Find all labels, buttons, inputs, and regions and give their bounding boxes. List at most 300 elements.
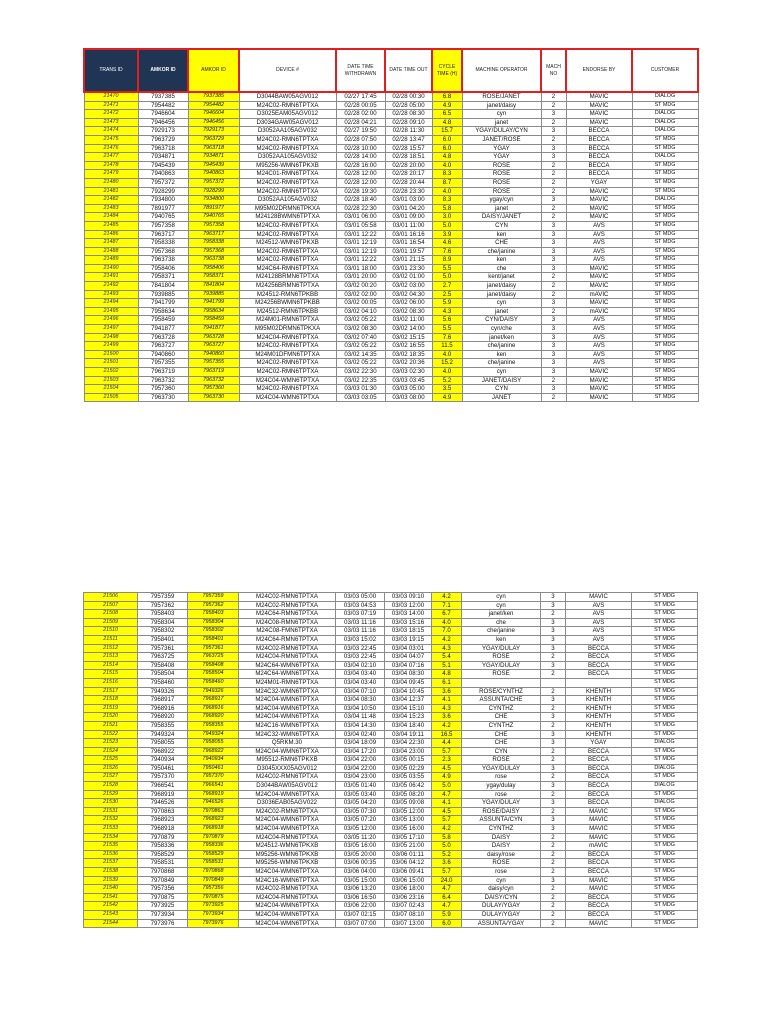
cell-date-out: 03/04 12:37 <box>385 696 432 705</box>
cell-amkor-id-2: 7963727 <box>188 342 239 351</box>
cell-cycle-time: 3.5 <box>432 385 462 394</box>
cell-amkor-id-2: 7946456 <box>188 118 239 127</box>
cell-device: M24C02-RMN6TPTXA <box>239 385 336 394</box>
cell-trans-id: 21527 <box>84 773 138 782</box>
cell-endorse-by: mAVIC <box>566 307 632 316</box>
header-amkor-id: AMKOR ID <box>138 49 188 92</box>
cell-device: M95M02DRMN6TPKXA <box>239 325 336 334</box>
cell-date-withdrawn: 03/03 22:45 <box>336 644 385 653</box>
cell-cycle-time: 15.7 <box>432 127 462 136</box>
cell-date-out: 03/02 18:35 <box>385 350 432 359</box>
cell-trans-id: 21489 <box>84 256 138 265</box>
cell-date-withdrawn: 03/05 16:00 <box>336 842 385 851</box>
cell-device: M24128BWMN6TPTXA <box>239 213 336 222</box>
cell-date-withdrawn: 03/01 18:00 <box>336 264 385 273</box>
cell-mach-no: 2 <box>541 721 566 730</box>
table-row <box>84 368 698 377</box>
cell-machine-operator: DULAY/YGAY <box>462 910 541 919</box>
cell-trans-id: 21518 <box>84 696 138 705</box>
table-row <box>84 92 698 101</box>
cell-date-withdrawn: 03/03 11:16 <box>336 627 385 636</box>
table-row <box>84 376 698 385</box>
cell-device: M24128BRMN6TPTXA <box>239 273 336 282</box>
table-row <box>84 842 698 851</box>
cell-date-out: 03/04 15:23 <box>385 713 432 722</box>
cell-amkor-id-2: 7958531 <box>188 859 239 868</box>
cell-amkor-id: 7940860 <box>138 350 188 359</box>
cell-machine-operator: CYNTHZ <box>462 825 541 834</box>
cell-endorse-by: MAVIC <box>566 816 632 825</box>
cell-customer: ST MDG <box>632 635 698 644</box>
cell-device: M24C32-WMN6TPTXA <box>239 687 336 696</box>
cell-endorse-by: KHENTH <box>566 687 632 696</box>
cell-cycle-time: 6.1 <box>432 678 462 687</box>
cell-amkor-id-2: 7966541 <box>188 782 239 791</box>
cell-cycle-time: 5.9 <box>432 910 462 919</box>
cell-machine-operator: YGAY/DULAY <box>462 799 541 808</box>
cell-trans-id: 21484 <box>84 213 138 222</box>
cell-machine-operator: cyn/che <box>462 325 541 334</box>
cell-trans-id: 21507 <box>84 601 138 610</box>
cell-device: M24512-RMN6TPKBB <box>239 307 336 316</box>
cell-date-out: 03/02 11:00 <box>385 316 432 325</box>
cell-machine-operator: YGAY/DULAY <box>462 644 541 653</box>
cell-endorse-by: KHENTH <box>566 696 632 705</box>
cell-machine-operator: ROSE <box>462 670 541 679</box>
cell-device: M24C02-RMN6TPTXA <box>239 221 336 230</box>
cell-customer: ST MDG <box>632 678 698 687</box>
cell-endorse-by: BECCA <box>566 859 632 868</box>
cell-amkor-id: 7940934 <box>138 756 188 765</box>
cell-trans-id: 21508 <box>84 610 138 619</box>
cell-machine-operator: janet/daisy <box>462 290 541 299</box>
cell-date-out: 03/03 12:00 <box>385 601 432 610</box>
table-row <box>84 910 698 919</box>
cell-amkor-id: 7963727 <box>138 342 188 351</box>
table-row <box>84 747 698 756</box>
cell-endorse-by: mAVIC <box>566 842 632 851</box>
cell-date-out: 03/05 06:42 <box>385 782 432 791</box>
cell-date-withdrawn: 02/28 00:05 <box>336 101 385 110</box>
cell-cycle-time: 4.0 <box>432 618 462 627</box>
cell-date-withdrawn: 03/06 04:00 <box>336 868 385 877</box>
cell-trans-id: 21537 <box>84 859 138 868</box>
cell-device: D3034GAW05AGV012 <box>239 118 336 127</box>
cell-customer: ST MDG <box>632 825 698 834</box>
cell-mach-no: 2 <box>541 756 566 765</box>
cell-customer: DIALOG <box>632 118 698 127</box>
cell-endorse-by: mAVIC <box>566 290 632 299</box>
cell-amkor-id: 7958401 <box>138 635 188 644</box>
cell-date-withdrawn: 03/05 11:20 <box>336 833 385 842</box>
cell-amkor-id-2: 7968922 <box>188 747 239 756</box>
cell-date-withdrawn: 03/06 16:50 <box>336 893 385 902</box>
cell-date-out: 03/01 09:00 <box>385 213 432 222</box>
cell-cycle-time: 3.6 <box>432 859 462 868</box>
cell-mach-no: 3 <box>541 644 566 653</box>
cell-amkor-id-2: 7957360 <box>188 385 239 394</box>
table-row <box>84 687 698 696</box>
cell-device: M24C02-RMN6TPTXA <box>239 187 336 196</box>
cell-mach-no: 3 <box>541 342 566 351</box>
cell-trans-id: 21529 <box>84 790 138 799</box>
cell-machine-operator: ROSE <box>462 161 541 170</box>
header-mach-no: MACH NO <box>541 49 566 92</box>
cell-amkor-id: 7963738 <box>138 256 188 265</box>
cell-device: M24C02-RMN6TPTXA <box>239 135 336 144</box>
cell-date-out: 03/05 03:55 <box>385 773 432 782</box>
cell-trans-id: 21510 <box>84 627 138 636</box>
cell-machine-operator: DAISY/CYN <box>462 893 541 902</box>
cell-mach-no: 3 <box>541 325 566 334</box>
header-cycle-time: CYCLE TIME (H) <box>432 49 462 92</box>
cell-amkor-id: 7941877 <box>138 325 188 334</box>
cell-machine-operator: cyn <box>462 299 541 308</box>
cell-trans-id: 21525 <box>84 756 138 765</box>
cell-endorse-by: YGAY <box>566 739 632 748</box>
cell-endorse-by: MAVIC <box>566 299 632 308</box>
cell-cycle-time: 6.8 <box>432 92 462 101</box>
cell-endorse-by: MAVIC <box>566 876 632 885</box>
cell-mach-no: 3 <box>541 730 566 739</box>
cell-amkor-id: 7950461 <box>138 764 188 773</box>
cell-customer: ST MDG <box>632 187 698 196</box>
cell-endorse-by: AVS <box>566 221 632 230</box>
cell-customer: ST MDG <box>632 307 698 316</box>
cell-amkor-id: 7957362 <box>138 601 188 610</box>
cell-customer: ST MDG <box>632 178 698 187</box>
cell-date-withdrawn: 02/28 18:40 <box>336 196 385 205</box>
cell-date-withdrawn: 03/04 22:00 <box>336 764 385 773</box>
cell-amkor-id: 7928299 <box>138 187 188 196</box>
cell-date-out: 03/05 12:00 <box>385 807 432 816</box>
table-row <box>84 627 698 636</box>
cell-amkor-id: 7937385 <box>138 92 188 101</box>
cell-device: M24C02-RMN6TPTXA <box>239 342 336 351</box>
cell-date-withdrawn: 03/04 03:40 <box>336 670 385 679</box>
cell-endorse-by: KHENTH <box>566 713 632 722</box>
cell-date-withdrawn: 03/01 12:19 <box>336 247 385 256</box>
cell-customer: ST MDG <box>632 756 698 765</box>
cell-device: M24C02-RMN6TPTXA <box>239 368 336 377</box>
cell-date-withdrawn: 03/05 20:00 <box>336 850 385 859</box>
cell-amkor-id: 7934871 <box>138 153 188 162</box>
table-row <box>84 196 698 205</box>
cell-date-withdrawn: 03/02 14:35 <box>336 350 385 359</box>
cell-trans-id: 21476 <box>84 144 138 153</box>
cell-date-out: 02/28 20:17 <box>385 170 432 179</box>
cell-amkor-id-2: 7963729 <box>188 135 239 144</box>
cell-machine-operator: che <box>462 618 541 627</box>
cell-amkor-id: 7929173 <box>138 127 188 136</box>
cell-cycle-time: 8.3 <box>432 170 462 179</box>
cell-trans-id: 21520 <box>84 713 138 722</box>
cell-customer: ST MDG <box>632 135 698 144</box>
cell-mach-no: 3 <box>541 799 566 808</box>
cell-trans-id: 21531 <box>84 807 138 816</box>
cell-customer: ST MDG <box>632 833 698 842</box>
table-row <box>84 919 698 928</box>
cell-amkor-id: 7949326 <box>138 687 188 696</box>
cell-cycle-time: 4.2 <box>432 825 462 834</box>
cell-customer: ST MDG <box>632 170 698 179</box>
cell-trans-id: 21503 <box>84 376 138 385</box>
cell-cycle-time: 5.7 <box>432 747 462 756</box>
table-row <box>84 118 698 127</box>
cell-cycle-time: 5.5 <box>432 325 462 334</box>
cell-amkor-id-2: 7891977 <box>188 204 239 213</box>
cell-mach-no: 2 <box>541 687 566 696</box>
cell-mach-no: 2 <box>541 833 566 842</box>
cell-cycle-time: 5.2 <box>432 850 462 859</box>
cell-endorse-by: AVS <box>566 618 632 627</box>
table-row <box>84 239 698 248</box>
cell-amkor-id: 7958531 <box>138 859 188 868</box>
cell-mach-no: 2 <box>541 376 566 385</box>
cell-date-out: 03/01 16:16 <box>385 230 432 239</box>
table-row <box>84 333 698 342</box>
table-row <box>84 342 698 351</box>
cell-machine-operator: ASSUNTA/CYN <box>462 816 541 825</box>
cell-amkor-id: 7970868 <box>138 868 188 877</box>
cell-mach-no: 3 <box>541 618 566 627</box>
cell-date-out: 02/28 09:10 <box>385 118 432 127</box>
cell-device: M95256-WMN6TPKXB <box>239 850 336 859</box>
cell-amkor-id-2: 7968920 <box>188 713 239 722</box>
cell-machine-operator: ken <box>462 635 541 644</box>
cell-trans-id: 21499 <box>84 342 138 351</box>
cell-device: M24512-RMN6TPKBB <box>239 290 336 299</box>
cell-machine-operator: CHE <box>462 713 541 722</box>
cell-cycle-time: 4.2 <box>432 721 462 730</box>
table-body-2 <box>84 593 698 928</box>
cell-cycle-time: 4.8 <box>432 153 462 162</box>
cell-trans-id: 21524 <box>84 747 138 756</box>
table-row <box>84 127 698 136</box>
cell-amkor-id-2: 7929173 <box>188 127 239 136</box>
cell-date-out: 02/28 23:30 <box>385 187 432 196</box>
cell-cycle-time: 4.3 <box>432 307 462 316</box>
cell-customer: ST MDG <box>632 239 698 248</box>
cell-amkor-id-2: 7968916 <box>188 704 239 713</box>
cell-device: M24C04-WMN6TPTXA <box>239 790 336 799</box>
cell-endorse-by: KHENTH <box>566 704 632 713</box>
table-row <box>84 790 698 799</box>
cell-amkor-id: 7957359 <box>138 593 188 602</box>
cell-customer: ST MDG <box>632 893 698 902</box>
cell-amkor-id-2: 7970863 <box>188 807 239 816</box>
table-row <box>84 264 698 273</box>
cell-mach-no: 3 <box>541 316 566 325</box>
table-row <box>84 170 698 179</box>
cell-customer: ST MDG <box>632 687 698 696</box>
cell-trans-id: 21480 <box>84 178 138 187</box>
cell-customer: ST MDG <box>632 368 698 377</box>
cell-trans-id: 21498 <box>84 333 138 342</box>
cell-machine-operator: ROSE <box>462 170 541 179</box>
cell-date-out: 02/28 08:30 <box>385 110 432 119</box>
cell-machine-operator: daisy/cyn <box>462 885 541 894</box>
cell-date-withdrawn: 03/04 17:20 <box>336 747 385 756</box>
cell-date-withdrawn: 03/03 22:45 <box>336 653 385 662</box>
cell-machine-operator: CYN <box>462 221 541 230</box>
cell-device: D3052AA105AGV032 <box>239 196 336 205</box>
cell-amkor-id-2: 7963725 <box>188 653 239 662</box>
withdrawal-table-2 <box>83 592 698 928</box>
cell-machine-operator: ROSE <box>462 653 541 662</box>
cell-device: M24C04-RMN6TPTXA <box>239 333 336 342</box>
cell-mach-no: 2 <box>541 290 566 299</box>
cell-machine-operator: YGAY/DULAY <box>462 661 541 670</box>
cell-device: M24M01-RMN6TPTXA <box>239 678 336 687</box>
cell-date-withdrawn: 03/03 04:53 <box>336 601 385 610</box>
cell-mach-no: 2 <box>541 902 566 911</box>
cell-amkor-id-2: 7958408 <box>188 661 239 670</box>
cell-trans-id: 21475 <box>84 135 138 144</box>
cell-cycle-time: 4.9 <box>432 101 462 110</box>
cell-customer: DIALOG <box>632 92 698 101</box>
cell-amkor-id: 7968919 <box>138 790 188 799</box>
cell-amkor-id-2: 7940765 <box>188 213 239 222</box>
cell-customer: ST MDG <box>632 885 698 894</box>
table-row <box>84 144 698 153</box>
cell-amkor-id: 7940765 <box>138 213 188 222</box>
cell-cycle-time: 7.0 <box>432 627 462 636</box>
cell-amkor-id-2: 7963719 <box>188 368 239 377</box>
cell-endorse-by: MAVIC <box>566 187 632 196</box>
cell-cycle-time: 6.0 <box>432 144 462 153</box>
cell-trans-id: 21511 <box>84 635 138 644</box>
cell-date-withdrawn: 03/02 00:05 <box>336 299 385 308</box>
cell-endorse-by: MAVIC <box>566 393 632 402</box>
cell-customer: ST MDG <box>632 868 698 877</box>
cell-mach-no: 3 <box>541 368 566 377</box>
cell-amkor-id-2: 7937385 <box>188 92 239 101</box>
cell-device: M24C02-RMN6TPTXA <box>239 773 336 782</box>
table-row <box>84 850 698 859</box>
cell-date-withdrawn: 03/04 23:00 <box>336 773 385 782</box>
cell-mach-no: 2 <box>541 187 566 196</box>
cell-machine-operator: che/janine <box>462 342 541 351</box>
cell-customer: ST MDG <box>632 385 698 394</box>
cell-mach-no: 3 <box>541 256 566 265</box>
table-row <box>84 653 698 662</box>
cell-amkor-id: 7957368 <box>138 247 188 256</box>
cell-cycle-time: 4.3 <box>432 644 462 653</box>
cell-customer: ST MDG <box>632 282 698 291</box>
cell-amkor-id: 7968920 <box>138 713 188 722</box>
table-row <box>84 282 698 291</box>
cell-device: M24C02-RMN6TPTXA <box>239 144 336 153</box>
cell-date-out: 02/28 05:00 <box>385 101 432 110</box>
table-row <box>84 885 698 894</box>
cell-cycle-time: 5.9 <box>432 299 462 308</box>
table-row <box>84 256 698 265</box>
cell-cycle-time: 6.5 <box>432 110 462 119</box>
cell-cycle-time: 5.0 <box>432 782 462 791</box>
cell-date-withdrawn: 03/04 22:00 <box>336 756 385 765</box>
cell-cycle-time: 2.7 <box>432 282 462 291</box>
cell-machine-operator: CYN <box>462 385 541 394</box>
cell-machine-operator: ygay/cyn <box>462 196 541 205</box>
cell-amkor-id: 7946456 <box>138 118 188 127</box>
cell-date-out: 03/05 13:00 <box>385 816 432 825</box>
cell-machine-operator: janet <box>462 204 541 213</box>
cell-date-withdrawn: 03/07 02:15 <box>336 910 385 919</box>
cell-trans-id: 21473 <box>84 118 138 127</box>
cell-cycle-time: 3.6 <box>432 687 462 696</box>
cell-amkor-id: 7963725 <box>138 653 188 662</box>
cell-trans-id: 21506 <box>84 593 138 602</box>
cell-amkor-id: 7957370 <box>138 773 188 782</box>
cell-customer: ST MDG <box>632 213 698 222</box>
cell-date-withdrawn: 03/01 12:19 <box>336 239 385 248</box>
cell-amkor-id-2: 7934800 <box>188 196 239 205</box>
cell-date-out: 03/03 05:00 <box>385 385 432 394</box>
cell-mach-no: 3 <box>541 333 566 342</box>
cell-mach-no: 3 <box>541 350 566 359</box>
table-row <box>84 678 698 687</box>
cell-amkor-id-2: 7963730 <box>188 393 239 402</box>
cell-device: M24512-WMN6TPKXB <box>239 842 336 851</box>
cell-device: M24C32-WMN6TPTXA <box>239 730 336 739</box>
cell-amkor-id-2: 7968923 <box>188 816 239 825</box>
cell-amkor-id: 7963719 <box>138 368 188 377</box>
cell-mach-no: 3 <box>541 713 566 722</box>
cell-cycle-time: 15.2 <box>432 359 462 368</box>
cell-endorse-by: BECCA <box>566 893 632 902</box>
cell-date-out: 03/02 01:00 <box>385 273 432 282</box>
cell-trans-id: 21515 <box>84 670 138 679</box>
cell-cycle-time: 4.1 <box>432 696 462 705</box>
cell-date-withdrawn: 03/02 22:35 <box>336 376 385 385</box>
cell-customer: ST MDG <box>632 850 698 859</box>
cell-amkor-id-2: 7928299 <box>188 187 239 196</box>
cell-date-out: 03/05 02:29 <box>385 764 432 773</box>
cell-device: M24C04-WMN6TPTXA <box>239 868 336 877</box>
cell-date-out: 03/04 09:45 <box>385 678 432 687</box>
cell-customer: ST MDG <box>632 627 698 636</box>
cell-date-withdrawn: 03/02 05:22 <box>336 359 385 368</box>
cell-device: M24C04-RMN6TPTXA <box>239 893 336 902</box>
cell-trans-id: 21497 <box>84 325 138 334</box>
cell-customer: ST MDG <box>632 859 698 868</box>
cell-trans-id: 21495 <box>84 307 138 316</box>
cell-amkor-id: 7958460 <box>138 678 188 687</box>
cell-machine-operator: ASSUNTA/CHE <box>462 696 541 705</box>
cell-amkor-id-2: 7970868 <box>188 868 239 877</box>
cell-trans-id: 21540 <box>84 885 138 894</box>
cell-customer: ST MDG <box>632 696 698 705</box>
cell-customer: ST MDG <box>632 350 698 359</box>
cell-endorse-by: MAVIC <box>566 92 632 101</box>
cell-amkor-id-2: 7945439 <box>188 161 239 170</box>
cell-mach-no: 2 <box>541 170 566 179</box>
cell-mach-no: 2 <box>541 868 566 877</box>
cell-date-out: 03/05 17:10 <box>385 833 432 842</box>
cell-trans-id: 21490 <box>84 264 138 273</box>
cell-amkor-id: 7945439 <box>138 161 188 170</box>
cell-date-withdrawn: 03/02 00:20 <box>336 282 385 291</box>
cell-date-out: 03/01 21:15 <box>385 256 432 265</box>
cell-trans-id: 21539 <box>84 876 138 885</box>
cell-customer: ST MDG <box>632 359 698 368</box>
cell-customer: ST MDG <box>632 713 698 722</box>
cell-trans-id: 21472 <box>84 110 138 119</box>
header-amkor-id-2: AMKOR ID <box>188 49 239 92</box>
cell-endorse-by: MAVIC <box>566 376 632 385</box>
cell-machine-operator: ASSUNTA/YGAY <box>462 919 541 928</box>
